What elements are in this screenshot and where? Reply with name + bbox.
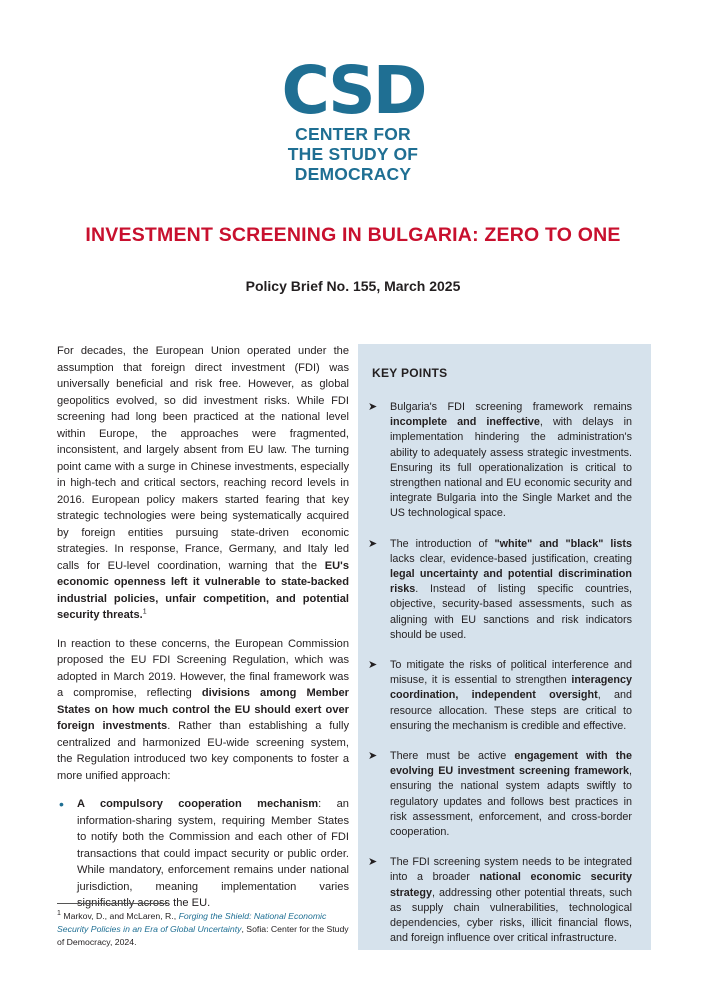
paragraph-1 — [57, 343, 349, 624]
footnote — [57, 910, 349, 949]
kp-text: There must be active — [390, 750, 515, 763]
kp-text: lacks clear, evidence-based justification, creating — [390, 552, 632, 565]
kp-text: The FDI screening system needs to be integrated into a broader — [390, 856, 632, 884]
bullet-dot-icon: • — [59, 796, 64, 812]
p2-text-2: . Rather than establishing a fully centralized and harmonized EU-wide screening system, the Regulation introduced two key components to foster a more unified approach: — [57, 720, 349, 782]
footnote-publisher: , Sofia: Center for the Study of Democracy, 2024. — [57, 924, 349, 947]
bullet-text: : an information-sharing system, requiring Member States to notify both the Commission and each other of FDI transactions that could impact security or public order. While mandatory, enforcement remains under national jurisdiction, meaning implementation varies significantly across the EU. — [77, 798, 349, 909]
key-point-item — [368, 400, 632, 522]
footnote-authors: Markov, D., and McLaren, R., — [63, 911, 179, 921]
paragraph-2 — [57, 636, 349, 785]
footnote-ref: 1 — [142, 608, 147, 616]
key-points-title: KEY POINTS — [372, 366, 448, 380]
arrow-bullet-icon: ➤ — [368, 659, 378, 672]
kp-text: , and resource allocation. These steps are critical to ensuring the mechanism is credible and effective. — [390, 689, 633, 732]
p1-bold: EU's economic openness left it vulnerable to state-backed industrial policies, unfair competition, and potential security threats. — [57, 559, 349, 621]
csd-logo — [0, 52, 706, 184]
kp-text: , with delays in implementation hindering the administration's ability to adequately assess strategic investments. Ensuring its full operationalization is critical to strengthen national and EU economic security and integrate Bulgaria into the Single Market and the US technological space. — [390, 416, 633, 520]
bullet-list — [57, 796, 349, 912]
kp-bold: "white" and "black" lists — [494, 537, 632, 550]
main-text-column — [57, 343, 349, 912]
logo-line-3: DEMOCRACY — [294, 164, 412, 184]
kp-bold: incomplete and ineffective — [390, 416, 540, 429]
footnote-divider — [57, 903, 167, 904]
footnote-number: 1 — [57, 910, 61, 918]
kp-bold: interagency coordination, independent oversight — [390, 674, 632, 702]
kp-bold: national economic security strategy — [390, 871, 632, 899]
kp-bold: legal uncertainty and potential discrimination risks — [390, 568, 632, 596]
key-point-item — [368, 658, 632, 734]
kp-text: , ensuring the national system adapts swiftly to regulatory updates and follows best practices in risk assessment, enforcement, and cross-border cooperation. — [390, 765, 632, 839]
logo-mark: CSD — [281, 52, 425, 129]
document-subtitle: Policy Brief No. 155, March 2025 — [245, 278, 461, 294]
bullet-item — [57, 796, 349, 912]
bullet-bold: A compulsory cooperation mechanism — [77, 798, 319, 810]
kp-text: Bulgaria's FDI screening framework remains — [390, 401, 632, 413]
arrow-bullet-icon: ➤ — [368, 401, 378, 413]
logo-line-1: CENTER FOR — [295, 124, 411, 144]
key-points-box — [358, 344, 651, 950]
key-points-list — [368, 400, 632, 962]
p2-bold: divisions among Member States on how much control the EU should exert over foreign investments — [57, 687, 349, 732]
p2-text: In reaction to these concerns, the European Commission proposed the EU FDI Screening Regulation, which was adopted in March 2019. However, the final framework was a compromise, reflecting — [57, 637, 349, 699]
kp-text: To mitigate the risks of political interference and misuse, it is essential to strengthen — [390, 659, 632, 687]
kp-bold: engagement with the evolving EU investment screening framework — [390, 750, 632, 778]
footnote-title: Forging the Shield: National Economic Security Policies in an Era of Global Uncertainty — [57, 911, 327, 934]
p1-text: For decades, the European Union operated under the assumption that foreign direct investment (FDI) was universally beneficial and risk free. However, as global geopolitics evolved, so did investment risks. While FDI screening had long been practiced at the national level within Europe, the approaches were fragmented, inconsistent, and largely absent from EU law. The turning point came with a surge in Chinese investments, especially in high-tech and critical sectors, reaching record levels in 2016. European policy makers started fearing that key strategic technologies were being systematically acquired by foreign entities pursuing state-driven economic strategies. In response, France, Germany, and Italy led calls for EU-level coordination, warning that the — [57, 345, 349, 572]
arrow-bullet-icon: ➤ — [368, 750, 378, 763]
key-point-item — [368, 537, 632, 643]
key-point-item — [368, 749, 632, 840]
document-title: INVESTMENT SCREENING IN BULGARIA: ZERO TO ONE — [85, 224, 621, 246]
key-point-item — [368, 855, 632, 946]
kp-text: , addressing other potential threats, such as supply chain vulnerabilities, technological dependencies, cyber risks, illicit financial flows, and foreign influence over critical infrastructure. — [390, 886, 632, 945]
kp-text: The introduction of — [390, 537, 495, 550]
kp-text: . Instead of listing specific countries, objective, security-based assessments, such as aligning with EU sanctions and risk indicators should be used. — [390, 583, 632, 641]
logo-line-2: THE STUDY OF — [287, 144, 419, 164]
arrow-bullet-icon: ➤ — [368, 537, 378, 550]
arrow-bullet-icon: ➤ — [368, 856, 378, 869]
